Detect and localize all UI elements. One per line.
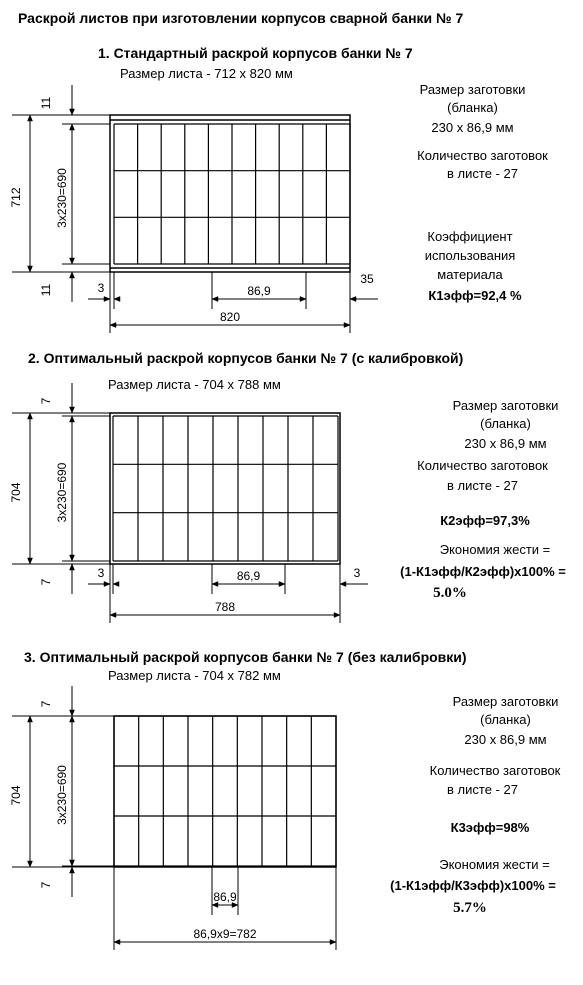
- s2-rows-arrow-bottom: [70, 555, 75, 561]
- s2-right-gap-label: 3: [353, 566, 361, 580]
- s1-left-gap-arrow: [104, 297, 110, 302]
- s2-margin-bottom-label: 7: [39, 578, 53, 586]
- s1-cell-width-label: 86,9: [247, 284, 271, 298]
- s1-left-gap-label: 3: [97, 281, 105, 295]
- s2-count-value: в листе - 27: [447, 478, 518, 493]
- s2-blank-size: 230 x 86,9 мм: [464, 436, 547, 451]
- s1-rows-arrow-bottom: [70, 258, 75, 264]
- s2-margin-top-arrow: [70, 407, 75, 413]
- s3-rows-arrow-top: [70, 716, 75, 722]
- s2-saving-label: Экономия жести =: [439, 542, 551, 557]
- s2-count-label: Количество заготовок: [417, 458, 548, 473]
- s3-width-arrow-left: [114, 940, 120, 945]
- s2-rows-arrow-top: [70, 416, 75, 422]
- section-2-heading: 2. Оптимальный раскрой корпусов банки № 7 (с калибровкой): [28, 350, 464, 366]
- s1-width-arrow-left: [110, 323, 116, 328]
- s2-width-label: 788: [214, 600, 236, 614]
- s2-margin-top-label: 7: [39, 397, 53, 405]
- s3-sheet-outline: [114, 716, 336, 867]
- s1-cell-arrow-right: [300, 297, 306, 302]
- s3-blank-label: Размер заготовки: [452, 694, 559, 709]
- section-1-sheet-size: Размер листа - 712 x 820 мм: [120, 66, 293, 81]
- s1-cell-arrow-left: [212, 297, 218, 302]
- s1-margin-top-label: 11: [39, 96, 53, 110]
- s2-height-label: 704: [9, 482, 23, 503]
- s2-right-gap-arrow: [340, 582, 346, 587]
- s2-width-arrow-left: [110, 613, 116, 618]
- s3-margin-bottom-arrow: [70, 867, 75, 873]
- section-3-sheet-size: Размер листа - 704 x 782 мм: [108, 668, 281, 683]
- s1-count-label: Количество заготовок: [417, 148, 548, 163]
- s1-coef-label-3: материала: [437, 267, 503, 282]
- s3-height-arrow-top: [28, 716, 33, 722]
- s3-rows-label: 3x230=690: [55, 765, 69, 825]
- s3-width-arrow-right: [330, 940, 336, 945]
- s1-count-value: в листе - 27: [447, 166, 518, 181]
- s2-blank-label-2: (бланка): [480, 416, 531, 431]
- section-3-heading: 3. Оптимальный раскрой корпусов банки № 7 (без калибровки): [24, 649, 467, 665]
- s3-blank-size: 230 x 86,9 мм: [464, 732, 547, 747]
- s2-width-arrow-right: [334, 613, 340, 618]
- s2-blank-label: Размер заготовки: [452, 398, 559, 413]
- s2-left-gap-label: 3: [97, 566, 105, 580]
- s3-margin-bottom-label: 7: [39, 881, 53, 889]
- s2-height-arrow-top: [28, 413, 33, 419]
- s3-saving-label: Экономия жести =: [439, 857, 550, 872]
- s3-margin-top-label: 7: [39, 700, 53, 708]
- s1-margin-top-arrow: [70, 109, 75, 115]
- s1-blank-label-2: (бланка): [447, 100, 498, 115]
- s3-rows-arrow-bottom: [70, 860, 75, 866]
- section-1-heading: 1. Стандартный раскрой корпусов банки № 7: [98, 45, 413, 61]
- s3-height-arrow-bottom: [28, 861, 33, 867]
- s1-height-arrow-bottom: [28, 266, 33, 272]
- s1-blank-label: Размер заготовки: [419, 82, 526, 97]
- s2-left-gap-arrow-2: [113, 582, 119, 587]
- s2-saving-formula: (1-К1эфф/К2эфф)x100% =: [400, 564, 566, 579]
- section-2-sheet-size: Размер листа - 704 x 788 мм: [108, 377, 281, 392]
- s3-margin-top-arrow: [70, 710, 75, 716]
- s3-saving-value: 5.7%: [453, 900, 487, 916]
- s1-coef-value: К1эфф=92,4 %: [428, 288, 522, 303]
- s1-width-arrow-right: [344, 323, 350, 328]
- s2-cell-arrow-left: [212, 582, 218, 587]
- s2-margin-bottom-arrow: [70, 564, 75, 570]
- s2-saving-value: 5.0%: [433, 585, 467, 601]
- s2-cell-width-label: 86,9: [236, 569, 261, 583]
- page-title: Раскрой листов при изготовлении корпусов сварной банки № 7: [18, 10, 464, 26]
- s1-sheet-outline: [110, 115, 350, 272]
- s1-coef-label-2: использования: [424, 248, 516, 263]
- s1-blank-size: 230 x 86,9 мм: [431, 120, 514, 135]
- s3-height-label: 704: [9, 785, 23, 806]
- s2-left-gap-arrow: [104, 582, 110, 587]
- s1-right-gap-label: 35: [360, 272, 374, 286]
- s1-rows-label: 3x230=690: [55, 168, 69, 228]
- s3-cell-width-label: 86,9: [213, 890, 237, 904]
- s2-cell-arrow-right: [279, 582, 285, 587]
- s1-rows-arrow-top: [70, 124, 75, 130]
- s1-width-label: 820: [219, 310, 241, 324]
- s3-saving-formula: (1-К1эфф/К3эфф)x100% =: [390, 878, 556, 893]
- s1-right-gap-arrow: [350, 297, 356, 302]
- s3-count-label: Количество заготовок: [429, 763, 561, 778]
- s1-height-label: 712: [9, 187, 23, 208]
- s1-coef-label-1: Коэффициент: [427, 229, 513, 244]
- s3-coef-value: К3эфф=98%: [450, 820, 530, 835]
- s3-count-value: в листе - 27: [447, 782, 518, 797]
- s1-margin-bottom-arrow: [70, 272, 75, 278]
- s1-margin-bottom-label: 11: [39, 283, 53, 297]
- s2-coef-value: К2эфф=97,3%: [440, 513, 530, 528]
- s3-width-label: 86,9x9=782: [193, 927, 257, 941]
- s3-blank-label-2: (бланка): [480, 712, 531, 727]
- s2-sheet-outline: [110, 413, 340, 564]
- s1-left-gap-arrow-2: [114, 297, 120, 302]
- s1-height-arrow-top: [28, 115, 33, 121]
- s2-height-arrow-bottom: [28, 558, 33, 564]
- s2-rows-label: 3x230=690: [55, 462, 69, 523]
